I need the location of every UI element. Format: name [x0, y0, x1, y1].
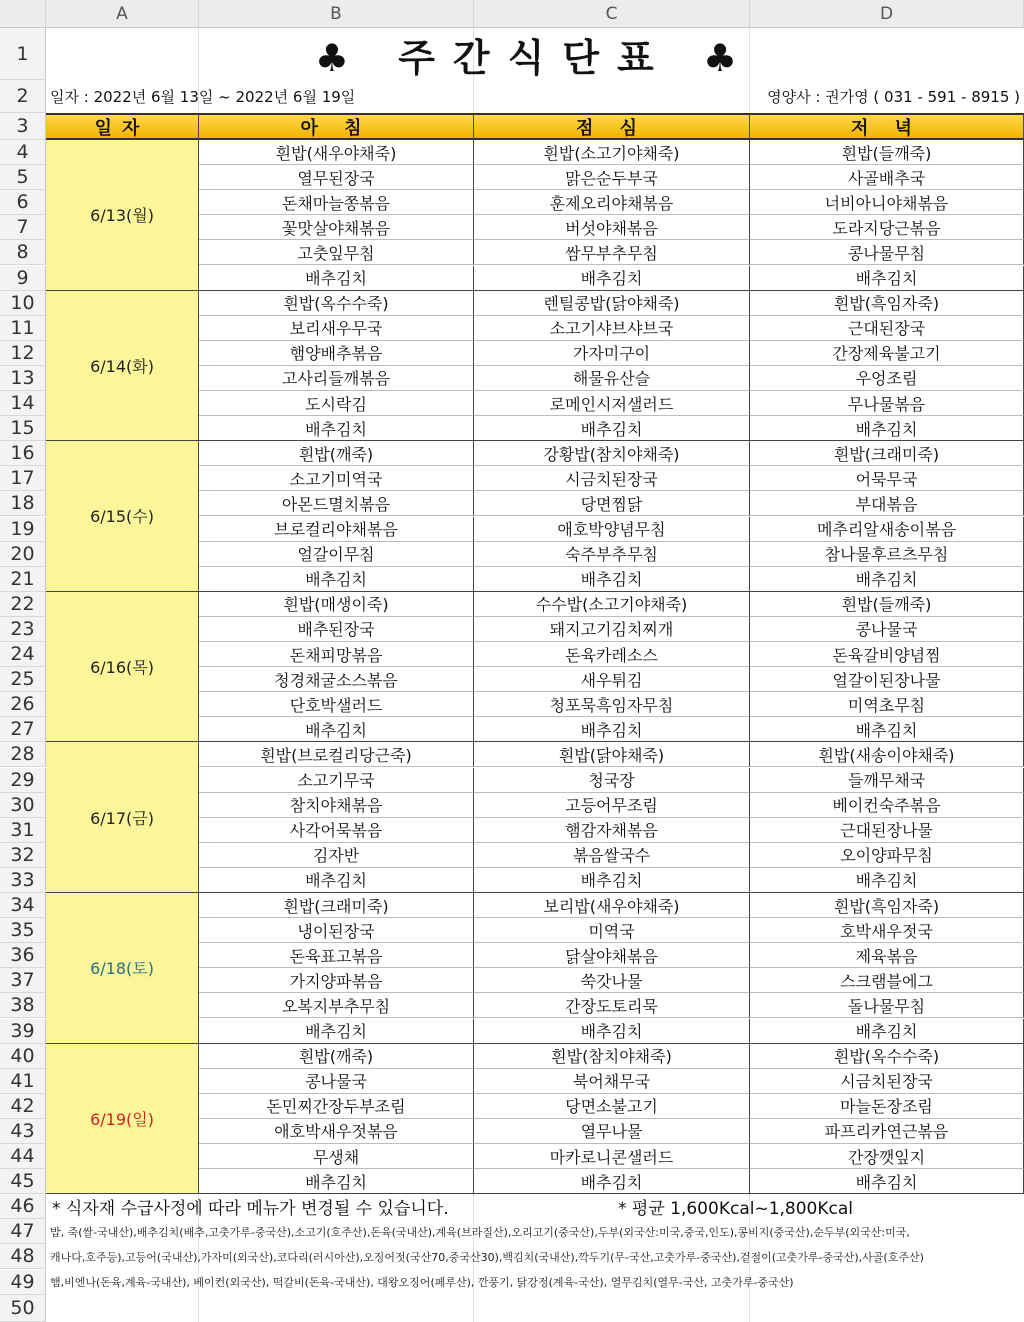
- date-cell[interactable]: 6/19(일): [46, 1044, 199, 1195]
- breakfast-menu-item[interactable]: 소고기미역국: [199, 466, 474, 491]
- column-header-d[interactable]: D: [750, 0, 1024, 28]
- breakfast-menu-item[interactable]: 청경채굴소스볶음: [199, 667, 474, 692]
- dinner-menu-item[interactable]: 흰밥(옥수수죽): [750, 1044, 1024, 1069]
- row-header[interactable]: 17: [0, 466, 46, 491]
- row-header[interactable]: 39: [0, 1019, 46, 1044]
- lunch-menu-item[interactable]: 청국장: [474, 768, 750, 793]
- breakfast-menu-item[interactable]: 흰밥(새우야채죽): [199, 140, 474, 165]
- row-header[interactable]: 8: [0, 240, 46, 265]
- breakfast-menu-item[interactable]: 흰밥(옥수수죽): [199, 291, 474, 316]
- dinner-menu-item[interactable]: 배추김치: [750, 567, 1024, 592]
- dinner-menu-item[interactable]: 스크램블에그: [750, 968, 1024, 993]
- dinner-menu-item[interactable]: 흰밥(들깨죽): [750, 140, 1024, 165]
- row-header[interactable]: 9: [0, 266, 46, 291]
- breakfast-menu-item[interactable]: 배추된장국: [199, 617, 474, 642]
- lunch-menu-item[interactable]: 배추김치: [474, 266, 750, 291]
- dinner-menu-item[interactable]: 부대볶음: [750, 491, 1024, 516]
- breakfast-menu-item[interactable]: 냉이된장국: [199, 918, 474, 943]
- lunch-menu-item[interactable]: 배추김치: [474, 1169, 750, 1194]
- lunch-menu-item[interactable]: 애호박양념무침: [474, 517, 750, 542]
- breakfast-menu-item[interactable]: 아몬드멸치볶음: [199, 491, 474, 516]
- row-header[interactable]: 49: [0, 1270, 46, 1295]
- row-header[interactable]: 22: [0, 592, 46, 617]
- date-cell[interactable]: 6/16(목): [46, 592, 199, 743]
- row-header[interactable]: 45: [0, 1169, 46, 1194]
- breakfast-menu-item[interactable]: 햄양배추볶음: [199, 341, 474, 366]
- breakfast-menu-item[interactable]: 김자반: [199, 843, 474, 868]
- select-all-corner[interactable]: [0, 0, 46, 28]
- lunch-menu-item[interactable]: 흰밥(소고기야채죽): [474, 140, 750, 165]
- breakfast-menu-item[interactable]: 흰밥(매생이죽): [199, 592, 474, 617]
- row-header[interactable]: 46: [0, 1194, 46, 1219]
- lunch-menu-item[interactable]: 북어채무국: [474, 1069, 750, 1094]
- nutritionist-text: 영양사 : 권가영 ( 031 - 591 - 8915 ): [767, 88, 1020, 106]
- dinner-menu-item[interactable]: 마늘돈장조림: [750, 1094, 1024, 1119]
- lunch-menu-item[interactable]: 열무나물: [474, 1119, 750, 1144]
- row-header[interactable]: 1: [0, 28, 46, 80]
- menu-change-note: * 식자재 수급사정에 따라 메뉴가 변경될 수 있습니다.: [52, 1199, 449, 1220]
- period-text: 일자 : 2022년 6월 13일 ~ 2022년 6월 19일: [50, 88, 356, 106]
- header-cell: 아 침: [199, 113, 474, 140]
- row-header[interactable]: 4: [0, 140, 46, 165]
- dinner-menu-item[interactable]: 배추김치: [750, 1169, 1024, 1194]
- row-header[interactable]: 27: [0, 717, 46, 742]
- row-header[interactable]: 20: [0, 542, 46, 567]
- row-header[interactable]: 47: [0, 1219, 46, 1244]
- dinner-menu-item[interactable]: 파프리카연근볶음: [750, 1119, 1024, 1144]
- breakfast-menu-item[interactable]: 배추김치: [199, 1169, 474, 1194]
- dinner-menu-item[interactable]: 오이양파무침: [750, 843, 1024, 868]
- breakfast-menu-item[interactable]: 오복지부추무침: [199, 993, 474, 1018]
- dinner-menu-item[interactable]: 사골배추국: [750, 165, 1024, 190]
- row-header[interactable]: 14: [0, 391, 46, 416]
- dinner-menu-item[interactable]: 어묵무국: [750, 466, 1024, 491]
- dinner-menu-item[interactable]: 제육볶음: [750, 943, 1024, 968]
- dinner-menu-item[interactable]: 우엉조림: [750, 366, 1024, 391]
- breakfast-menu-item[interactable]: 배추김치: [199, 567, 474, 592]
- column-header-c[interactable]: C: [474, 0, 750, 28]
- breakfast-menu-item[interactable]: 도시락김: [199, 391, 474, 416]
- dinner-menu-item[interactable]: 시금치된장국: [750, 1069, 1024, 1094]
- lunch-menu-item[interactable]: 닭살야채볶음: [474, 943, 750, 968]
- row-header[interactable]: 50: [0, 1295, 46, 1322]
- breakfast-menu-item[interactable]: 흰밥(크래미죽): [199, 893, 474, 918]
- dinner-menu-item[interactable]: 돌나물무침: [750, 993, 1024, 1018]
- lunch-menu-item[interactable]: 쑥갓나물: [474, 968, 750, 993]
- dinner-menu-item[interactable]: 콩나물무침: [750, 240, 1024, 265]
- breakfast-menu-item[interactable]: 열무된장국: [199, 165, 474, 190]
- row-header[interactable]: 48: [0, 1244, 46, 1269]
- row-header[interactable]: 23: [0, 617, 46, 642]
- dinner-menu-item[interactable]: 메추리알새송이볶음: [750, 517, 1024, 542]
- dinner-menu-item[interactable]: 돈육갈비양념찜: [750, 642, 1024, 667]
- row-header[interactable]: 7: [0, 215, 46, 240]
- page-title: ♣ 주간식단표 ♣: [314, 35, 756, 80]
- breakfast-menu-item[interactable]: 배추김치: [199, 868, 474, 893]
- row-header[interactable]: 24: [0, 642, 46, 667]
- lunch-menu-item[interactable]: 마카로니콘샐러드: [474, 1144, 750, 1169]
- date-cell[interactable]: 6/18(토): [46, 893, 199, 1044]
- lunch-menu-item[interactable]: 강황밥(참치야채죽): [474, 441, 750, 466]
- date-cell[interactable]: 6/14(화): [46, 291, 199, 442]
- dinner-menu-item[interactable]: 배추김치: [750, 868, 1024, 893]
- breakfast-menu-item[interactable]: 단호박샐러드: [199, 692, 474, 717]
- row-header[interactable]: 41: [0, 1069, 46, 1094]
- breakfast-menu-item[interactable]: 고사리들깨볶음: [199, 366, 474, 391]
- breakfast-menu-item[interactable]: 돈채마늘쫑볶음: [199, 190, 474, 215]
- breakfast-menu-item[interactable]: 콩나물국: [199, 1069, 474, 1094]
- breakfast-menu-item[interactable]: 흰밥(브로컬리당근죽): [199, 742, 474, 767]
- dinner-menu-item[interactable]: 콩나물국: [750, 617, 1024, 642]
- lunch-menu-item[interactable]: 배추김치: [474, 868, 750, 893]
- row-header[interactable]: 18: [0, 491, 46, 516]
- breakfast-menu-item[interactable]: 배추김치: [199, 1019, 474, 1044]
- lunch-menu-item[interactable]: 배추김치: [474, 416, 750, 441]
- breakfast-menu-item[interactable]: 사각어묵볶음: [199, 818, 474, 843]
- breakfast-menu-item[interactable]: 고춧잎무침: [199, 240, 474, 265]
- lunch-menu-item[interactable]: 흰밥(참치야채죽): [474, 1044, 750, 1069]
- dinner-menu-item[interactable]: 얼갈이된장나물: [750, 667, 1024, 692]
- row-header[interactable]: 2: [0, 80, 46, 113]
- row-header[interactable]: 26: [0, 692, 46, 717]
- lunch-menu-item[interactable]: 훈제오리야채볶음: [474, 190, 750, 215]
- lunch-menu-item[interactable]: 돼지고기김치찌개: [474, 617, 750, 642]
- lunch-menu-item[interactable]: 로메인시저샐러드: [474, 391, 750, 416]
- lunch-menu-item[interactable]: 배추김치: [474, 567, 750, 592]
- lunch-menu-item[interactable]: 가자미구이: [474, 341, 750, 366]
- date-cell[interactable]: 6/17(금): [46, 742, 199, 893]
- header-cell: 점 심: [474, 113, 750, 140]
- dinner-menu-item[interactable]: 배추김치: [750, 266, 1024, 291]
- breakfast-menu-item[interactable]: 애호박새우젓볶음: [199, 1119, 474, 1144]
- breakfast-menu-item[interactable]: 브로컬리야채볶음: [199, 517, 474, 542]
- dinner-menu-item[interactable]: 근대된장나물: [750, 818, 1024, 843]
- dinner-menu-item[interactable]: 미역초무침: [750, 692, 1024, 717]
- breakfast-menu-item[interactable]: 배추김치: [199, 416, 474, 441]
- breakfast-menu-item[interactable]: 배추김치: [199, 266, 474, 291]
- breakfast-menu-item[interactable]: 흰밥(깨죽): [199, 441, 474, 466]
- breakfast-menu-item[interactable]: 돈채피망볶음: [199, 642, 474, 667]
- row-header[interactable]: 31: [0, 818, 46, 843]
- lunch-menu-item[interactable]: 보리밥(새우야채죽): [474, 893, 750, 918]
- row-header[interactable]: 43: [0, 1119, 46, 1144]
- dinner-menu-item[interactable]: 들깨무채국: [750, 768, 1024, 793]
- column-header-a[interactable]: A: [46, 0, 199, 28]
- dinner-menu-item[interactable]: 흰밥(들깨죽): [750, 592, 1024, 617]
- header-cell: 저 녁: [750, 113, 1024, 140]
- dinner-menu-item[interactable]: 간장제육불고기: [750, 341, 1024, 366]
- lunch-menu-item[interactable]: 배추김치: [474, 717, 750, 742]
- lunch-menu-item[interactable]: 맑은순두부국: [474, 165, 750, 190]
- origin-info-line: 밥, 죽(쌀-국내산),배추김치(배추,고춧가루-중국산),소고기(호주산),돈육(국내산),계육(브라질산),오리고기(중국산),두부(외국산:미국,중국,인도),콩비지(중국산),순두부(외국산:미국,: [50, 1225, 910, 1239]
- dinner-menu-item[interactable]: 호박새우젓국: [750, 918, 1024, 943]
- lunch-menu-item[interactable]: 숙주부추무침: [474, 542, 750, 567]
- dinner-menu-item[interactable]: 너비아니야채볶음: [750, 190, 1024, 215]
- row-header[interactable]: 13: [0, 366, 46, 391]
- lunch-menu-item[interactable]: 고등어무조림: [474, 793, 750, 818]
- dinner-menu-item[interactable]: 흰밥(크래미죽): [750, 441, 1024, 466]
- row-header[interactable]: 37: [0, 968, 46, 993]
- row-header[interactable]: 38: [0, 993, 46, 1018]
- lunch-menu-item[interactable]: 햄감자채볶음: [474, 818, 750, 843]
- column-header-b[interactable]: B: [199, 0, 474, 28]
- calorie-note: * 평균 1,600Kcal~1,800Kcal: [618, 1199, 854, 1220]
- lunch-menu-item[interactable]: 당면찜닭: [474, 491, 750, 516]
- lunch-menu-item[interactable]: 시금치된장국: [474, 466, 750, 491]
- row-header[interactable]: 44: [0, 1144, 46, 1169]
- header-cell: 일자: [46, 113, 199, 140]
- row-header[interactable]: 11: [0, 316, 46, 341]
- lunch-menu-item[interactable]: 수수밥(소고기야채죽): [474, 592, 750, 617]
- lunch-menu-item[interactable]: 미역국: [474, 918, 750, 943]
- lunch-menu-item[interactable]: 돈육카레소스: [474, 642, 750, 667]
- lunch-menu-item[interactable]: 흰밥(닭야채죽): [474, 742, 750, 767]
- lunch-menu-item[interactable]: 청포묵흑임자무침: [474, 692, 750, 717]
- lunch-menu-item[interactable]: 간장도토리묵: [474, 993, 750, 1018]
- dinner-menu-item[interactable]: 근대된장국: [750, 316, 1024, 341]
- row-header[interactable]: 36: [0, 943, 46, 968]
- dinner-menu-item[interactable]: 베이컨숙주볶음: [750, 793, 1024, 818]
- row-header[interactable]: 21: [0, 567, 46, 592]
- row-header[interactable]: 42: [0, 1094, 46, 1119]
- breakfast-menu-item[interactable]: 참치야채볶음: [199, 793, 474, 818]
- row-header[interactable]: 40: [0, 1044, 46, 1069]
- row-header[interactable]: 19: [0, 517, 46, 542]
- dinner-menu-item[interactable]: 배추김치: [750, 416, 1024, 441]
- lunch-menu-item[interactable]: 해물유산슬: [474, 366, 750, 391]
- lunch-menu-item[interactable]: 당면소불고기: [474, 1094, 750, 1119]
- row-header[interactable]: 3: [0, 113, 46, 140]
- lunch-menu-item[interactable]: 새우튀김: [474, 667, 750, 692]
- breakfast-menu-item[interactable]: 소고기무국: [199, 768, 474, 793]
- row-header[interactable]: 34: [0, 893, 46, 918]
- row-header[interactable]: 10: [0, 291, 46, 316]
- breakfast-menu-item[interactable]: 돈민찌간장두부조림: [199, 1094, 474, 1119]
- dinner-menu-item[interactable]: 도라지당근볶음: [750, 215, 1024, 240]
- dinner-menu-item[interactable]: 무나물볶음: [750, 391, 1024, 416]
- date-cell[interactable]: 6/15(수): [46, 441, 199, 592]
- row-header[interactable]: 5: [0, 165, 46, 190]
- dinner-menu-item[interactable]: 간장깻잎지: [750, 1144, 1024, 1169]
- row-header[interactable]: 30: [0, 793, 46, 818]
- row-header[interactable]: 32: [0, 843, 46, 868]
- dinner-menu-item[interactable]: 흰밥(새송이야채죽): [750, 742, 1024, 767]
- dinner-menu-item[interactable]: 배추김치: [750, 1019, 1024, 1044]
- breakfast-menu-item[interactable]: 가지양파볶음: [199, 968, 474, 993]
- row-header[interactable]: 25: [0, 667, 46, 692]
- breakfast-menu-item[interactable]: 보리새우무국: [199, 316, 474, 341]
- origin-info-line: 햄,비엔나(돈육,계육-국내산), 베이컨(외국산), 떡갈비(돈육-국내산), 대왕오징어(페루산), 깐풍기, 닭강정(계육-국산), 열무김치(열무-국산, 고춧가루-중국산): [50, 1276, 794, 1290]
- row-header[interactable]: 15: [0, 416, 46, 441]
- row-header[interactable]: 6: [0, 190, 46, 215]
- breakfast-menu-item[interactable]: 흰밥(깨죽): [199, 1044, 474, 1069]
- row-header[interactable]: 35: [0, 918, 46, 943]
- lunch-menu-item[interactable]: 쌈무부추무침: [474, 240, 750, 265]
- row-header[interactable]: 33: [0, 868, 46, 893]
- dinner-menu-item[interactable]: 참나물후르츠무침: [750, 542, 1024, 567]
- origin-info-line: 캐나다,호주등),고등어(국내산),가자미(외국산),코다리(러시아산),오징어젓(국산70,중국산30),백김치(국내산),깍두기(무-국산,고춧가루-중국산),겉절이(고춧가루-중국산),사골(호주산): [50, 1250, 924, 1264]
- breakfast-menu-item[interactable]: 배추김치: [199, 717, 474, 742]
- breakfast-menu-item[interactable]: 얼갈이무침: [199, 542, 474, 567]
- row-header[interactable]: 16: [0, 441, 46, 466]
- row-header[interactable]: 28: [0, 742, 46, 767]
- row-header[interactable]: 29: [0, 768, 46, 793]
- lunch-menu-item[interactable]: 배추김치: [474, 1019, 750, 1044]
- breakfast-menu-item[interactable]: 무생채: [199, 1144, 474, 1169]
- breakfast-menu-item[interactable]: 돈육표고볶음: [199, 943, 474, 968]
- date-cell[interactable]: 6/13(월): [46, 140, 199, 291]
- dinner-menu-item[interactable]: 흰밥(흑임자죽): [750, 893, 1024, 918]
- dinner-menu-item[interactable]: 배추김치: [750, 717, 1024, 742]
- dinner-menu-item[interactable]: 흰밥(흑임자죽): [750, 291, 1024, 316]
- breakfast-menu-item[interactable]: 꽃맛살야채볶음: [199, 215, 474, 240]
- lunch-menu-item[interactable]: 소고기샤브샤브국: [474, 316, 750, 341]
- row-header[interactable]: 12: [0, 341, 46, 366]
- lunch-menu-item[interactable]: 버섯야채볶음: [474, 215, 750, 240]
- lunch-menu-item[interactable]: 볶음쌀국수: [474, 843, 750, 868]
- lunch-menu-item[interactable]: 렌틸콩밥(닭야채죽): [474, 291, 750, 316]
